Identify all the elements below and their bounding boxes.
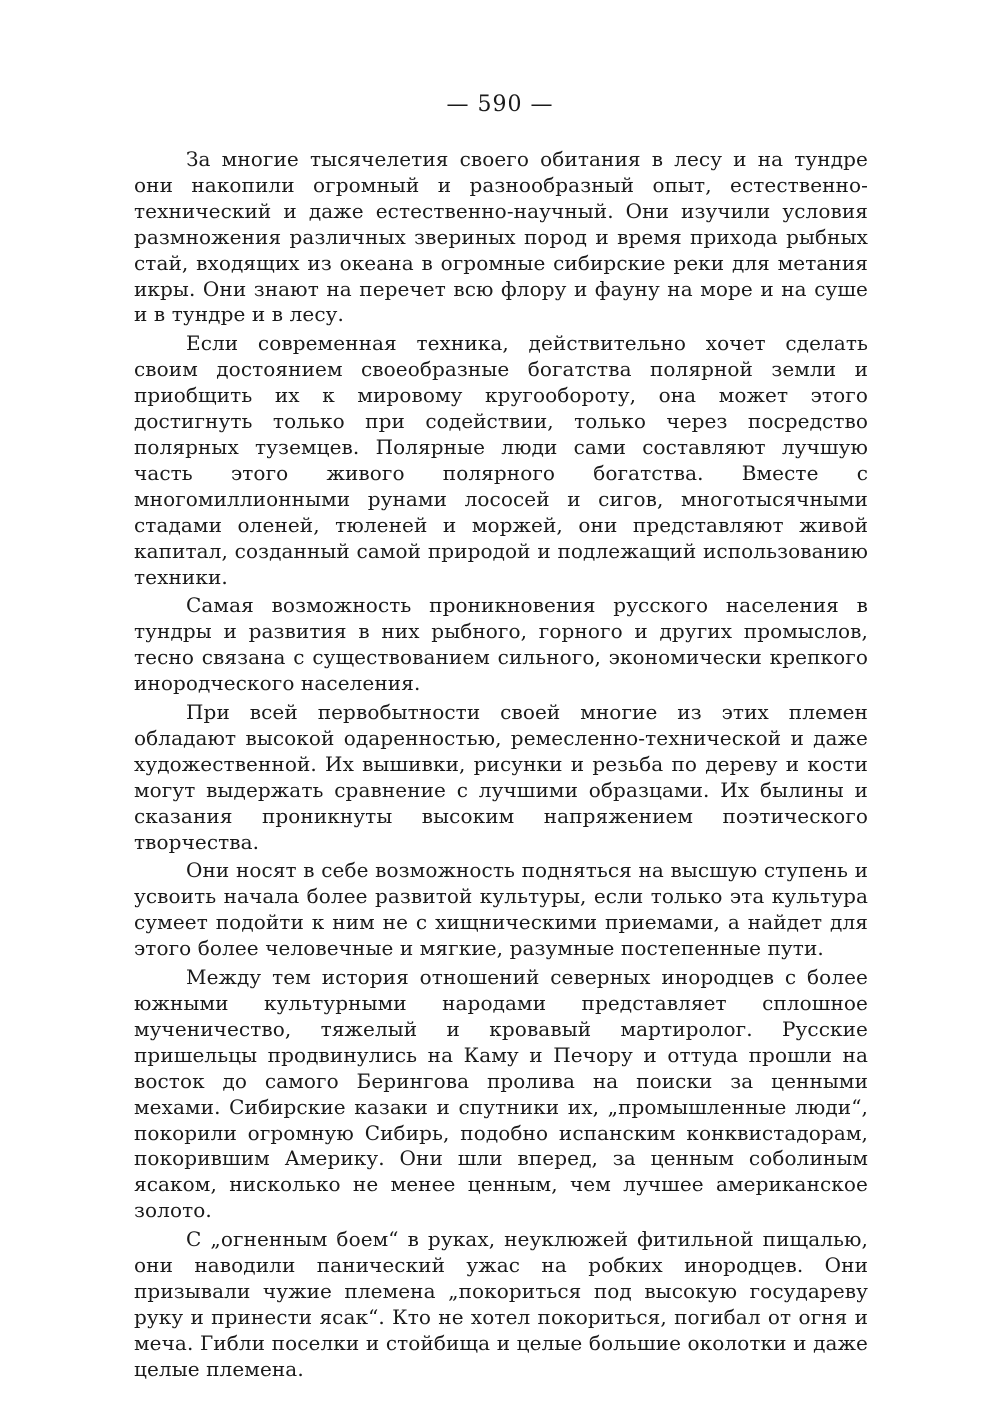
paragraph-5: Они носят в себе возможность подняться на высшую ступень и усвоить начала более развитой культуры, если только эта культура сумеет подойти к ним не с хищническими приемами, а найдет для этого более человечные и мягкие, разумные постепенные пути. <box>134 858 868 961</box>
paragraph-1: За многие тысячелетия своего обитания в лесу и на тундре они накопили огромный и разнообразный опыт, естественно-технический и даже естественно-научный. Они изучили условия размножения различных звериных пород и время прихода рыбных стай, входящих из океана в огромные сибирские реки для метания икры. Они знают на перечет всю флору и фауну на море и на суше и в тундре и в лесу. <box>134 147 868 327</box>
body-text <box>134 147 868 1383</box>
paragraph-2: Если современная техника, действительно хочет сделать своим достоянием своеобразные богатства полярной земли и приобщить их к мировому кругообороту, она может этого достигнуть только при содействии, только через посредство полярных туземцев. Полярные люди сами составляют лучшую часть этого живого полярного богатства. Вместе с многомиллионными рунами лососей и сигов, многотысячными стадами оленей, тюленей и моржей, они представляют живой капитал, созданный самой природой и подлежащий использованию техники. <box>134 331 868 589</box>
paragraph-4: При всей первобытности своей многие из этих племен обладают высокой одаренностью, ремесленно-технической и даже художественной. Их вышивки, рисунки и резьба по дереву и кости могут выдержать сравнение с лучшими образцами. Их былины и сказания проникнуты высоким напряжением поэтического творчества. <box>134 700 868 854</box>
paragraph-6: Между тем история отношений северных инородцев с более южными культурными народами представляет сплошное мученичество, тяжелый и кровавый мартиролог. Русские пришельцы продвинулись на Каму и Печору и оттуда прошли на восток до самого Берингова пролива на поиски за ценными мехами. Сибирские казаки и спутники их, „промышленные люди“, покорили огромную Сибирь, подобно испанским конквистадорам, покорившим Америку. Они шли вперед, за ценным соболиным ясаком, нисколько не менее ценным, чем лучшее американское золото. <box>134 965 868 1223</box>
page-number: — 590 — <box>446 92 554 117</box>
paragraph-3: Самая возможность проникновения русского населения в тундры и развития в них рыбного, горного и других промыслов, тесно связана с существованием сильного, экономически крепкого инородческого населения. <box>134 593 868 696</box>
paragraph-7: С „огненным боем“ в руках, неуклюжей фитильной пищалью, они наводили панический ужас на робких инородцев. Они призывали чужие племена „покориться под высокую государеву руку и принести ясак“. Кто не хотел покориться, погибал от огня и меча. Гибли поселки и стойбища и целые большие околотки и даже целые племена. <box>134 1227 868 1381</box>
